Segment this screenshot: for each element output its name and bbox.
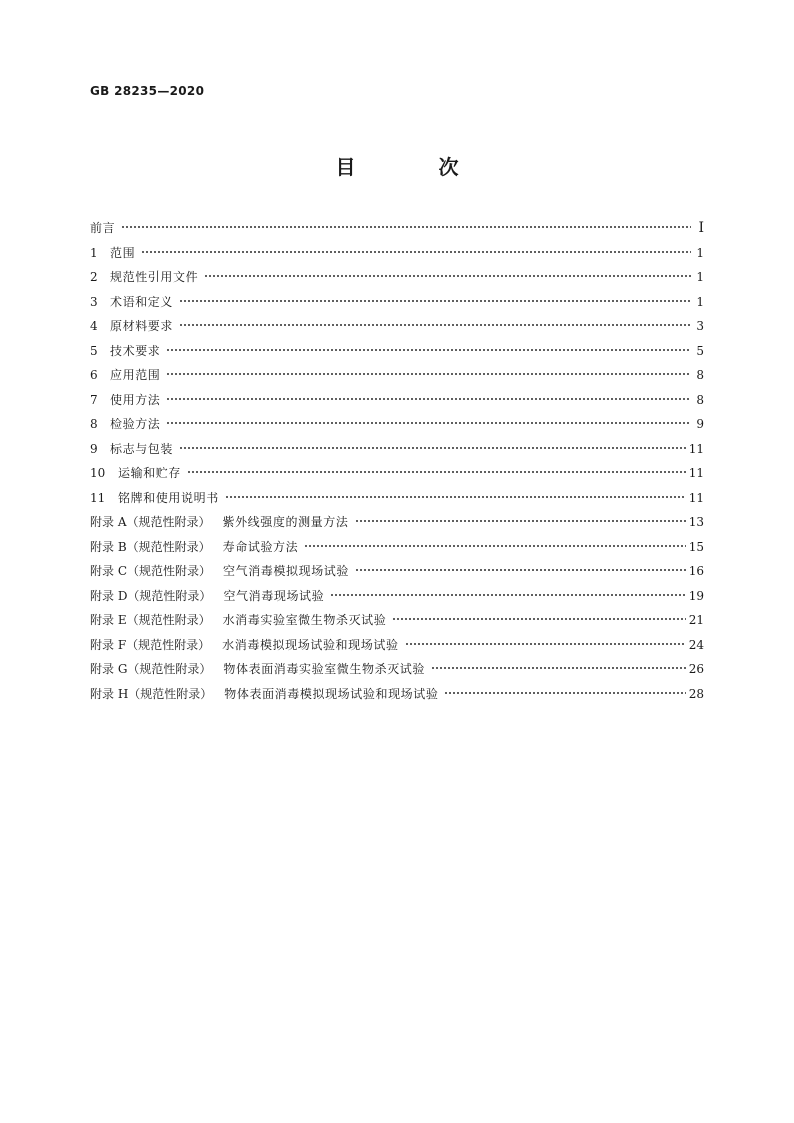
toc-entry-9[interactable] — [90, 437, 704, 462]
toc-entry-2[interactable] — [90, 265, 704, 290]
dot-leader — [444, 691, 685, 695]
toc-entry-page: 1 — [696, 245, 704, 260]
toc-entry-title: 术语和定义 — [110, 294, 174, 309]
toc-appendix-prefix: 附录 E（规范性附录） — [90, 613, 211, 627]
toc-entry-title: 检验方法 — [110, 417, 161, 431]
dot-leader — [179, 323, 691, 327]
dot-leader — [431, 666, 686, 670]
toc-entry-title: 应用范围 — [110, 368, 161, 382]
toc-entry-number: 1 — [90, 245, 98, 260]
toc-entry-number: 2 — [90, 270, 98, 284]
toc-appendix-prefix: 附录 C（规范性附录） — [90, 564, 211, 578]
toc-entry-appendix-c[interactable] — [90, 559, 704, 584]
dot-leader — [141, 250, 691, 254]
toc-entry-page: 5 — [696, 343, 704, 358]
dot-leader — [166, 372, 691, 376]
toc-appendix-prefix: 附录 H（规范性附录） — [90, 686, 213, 701]
toc-entry-page: 24 — [688, 637, 704, 652]
toc-appendix-prefix: 附录 D（规范性附录） — [90, 588, 212, 603]
toc-entry-number: 4 — [90, 319, 98, 333]
dot-leader — [355, 568, 686, 572]
toc-entry-3[interactable] — [90, 290, 704, 315]
toc-entry-title: 前言 — [90, 221, 116, 235]
toc-entry-title: 物体表面消毒实验室微生物杀灭试验 — [223, 662, 426, 676]
dot-leader — [166, 348, 691, 352]
toc-entry-title: 物体表面消毒模拟现场试验和现场试验 — [224, 686, 439, 701]
toc-entry-7[interactable] — [90, 388, 704, 413]
dot-leader — [204, 274, 691, 278]
toc-entry-page: 21 — [688, 613, 704, 627]
dot-leader — [330, 593, 685, 597]
standard-code: GB 28235—2020 — [90, 84, 205, 98]
toc-appendix-prefix: 附录 A（规范性附录） — [90, 515, 211, 529]
dot-leader — [166, 421, 691, 425]
toc-entry-10[interactable] — [90, 461, 704, 486]
dot-leader — [121, 225, 691, 229]
dot-leader — [392, 617, 685, 621]
toc-entry-title: 范围 — [110, 245, 136, 260]
dot-leader — [179, 299, 691, 303]
toc-entry-page: I — [698, 220, 704, 236]
toc-entry-page: 9 — [696, 417, 704, 431]
toc-entry-title: 运输和贮存 — [118, 466, 182, 480]
toc-entry-title: 水消毒模拟现场试验和现场试验 — [222, 637, 399, 652]
toc-entry-number: 8 — [90, 417, 98, 431]
toc-entry-appendix-b[interactable] — [90, 535, 704, 560]
dot-leader — [355, 519, 686, 523]
toc-entry-appendix-f[interactable] — [90, 633, 704, 658]
toc-entry-page: 16 — [688, 564, 704, 578]
toc-entry-page: 3 — [696, 319, 704, 333]
toc-appendix-prefix: 附录 B（规范性附录） — [90, 539, 211, 554]
toc-entry-page: 11 — [688, 441, 704, 456]
toc-entry-foreword[interactable] — [90, 216, 704, 241]
toc-entry-page: 26 — [688, 662, 704, 676]
toc-entry-page: 28 — [688, 686, 704, 701]
toc-entry-page: 8 — [696, 392, 704, 407]
dot-leader — [179, 446, 686, 450]
toc-entry-6[interactable] — [90, 363, 704, 388]
toc-entry-page: 19 — [688, 588, 704, 603]
toc-entry-title: 使用方法 — [110, 392, 161, 407]
toc-entry-title: 技术要求 — [110, 343, 161, 358]
toc-entry-page: 1 — [696, 270, 704, 284]
toc-entry-title: 标志与包装 — [110, 441, 174, 456]
toc-entry-appendix-d[interactable] — [90, 584, 704, 609]
toc-entry-title: 规范性引用文件 — [110, 270, 199, 284]
toc-entry-page: 8 — [696, 368, 704, 382]
dot-leader — [405, 642, 686, 646]
toc-entry-number: 9 — [90, 441, 98, 456]
toc-entry-title: 铭牌和使用说明书 — [118, 490, 219, 505]
toc-entry-page: 11 — [688, 490, 704, 505]
toc-entry-8[interactable] — [90, 412, 704, 437]
toc-entry-number: 5 — [90, 343, 98, 358]
toc-entry-11[interactable] — [90, 486, 704, 511]
table-of-contents — [90, 216, 704, 706]
toc-entry-number: 3 — [90, 294, 98, 309]
toc-entry-4[interactable] — [90, 314, 704, 339]
toc-appendix-prefix: 附录 F（规范性附录） — [90, 637, 211, 652]
dot-leader — [304, 544, 685, 548]
toc-entry-page: 11 — [688, 466, 704, 480]
toc-entry-title: 寿命试验方法 — [222, 539, 299, 554]
toc-entry-appendix-e[interactable] — [90, 608, 704, 633]
toc-entry-title: 原材料要求 — [110, 319, 174, 333]
toc-entry-1[interactable] — [90, 241, 704, 266]
toc-entry-title: 紫外线强度的测量方法 — [222, 515, 349, 529]
toc-entry-5[interactable] — [90, 339, 704, 364]
toc-entry-page: 1 — [696, 294, 704, 309]
toc-entry-number: 10 — [90, 466, 106, 480]
toc-entry-appendix-g[interactable] — [90, 657, 704, 682]
toc-entry-title: 空气消毒模拟现场试验 — [223, 564, 350, 578]
toc-entry-number: 6 — [90, 368, 98, 382]
toc-entry-appendix-a[interactable] — [90, 510, 704, 535]
toc-entry-appendix-h[interactable] — [90, 682, 704, 707]
toc-entry-title: 水消毒实验室微生物杀灭试验 — [222, 613, 387, 627]
toc-entry-number: 7 — [90, 392, 98, 407]
dot-leader — [187, 470, 686, 474]
dot-leader — [166, 397, 691, 401]
toc-entry-page: 15 — [688, 539, 704, 554]
toc-entry-title: 空气消毒现场试验 — [223, 588, 325, 603]
toc-appendix-prefix: 附录 G（规范性附录） — [90, 662, 212, 676]
toc-entry-number: 11 — [90, 490, 106, 505]
dot-leader — [225, 495, 686, 499]
page-title: 目 次 — [335, 155, 497, 179]
toc-entry-page: 13 — [688, 515, 704, 529]
